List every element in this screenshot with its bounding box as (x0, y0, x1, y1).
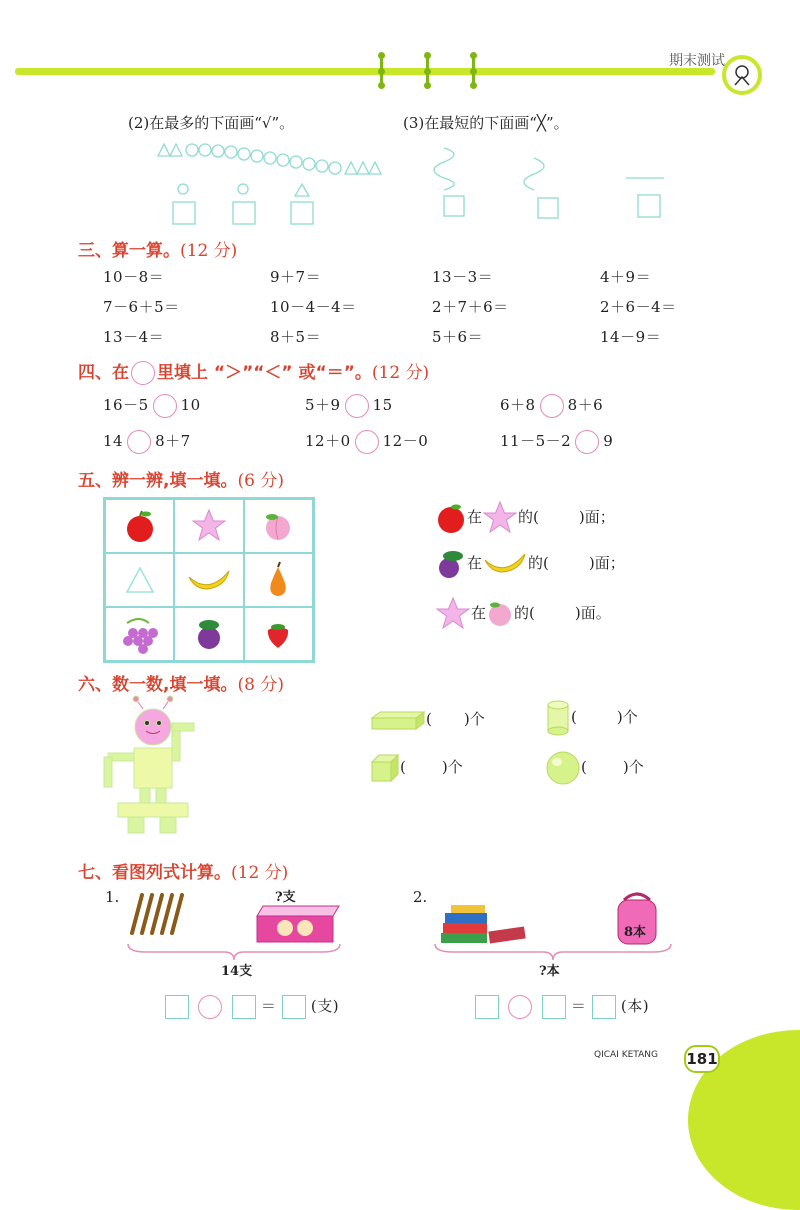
equation: 13－4＝ (103, 328, 165, 346)
section-5-title: 五、辨一辨,填一填。(6 分) (78, 471, 284, 491)
operator-circle[interactable] (508, 995, 532, 1019)
operator-circle[interactable] (198, 995, 222, 1019)
answer-circle[interactable] (345, 394, 369, 418)
equation: 10－8＝ (103, 268, 165, 286)
compare-item: 16－5 10 (103, 394, 201, 418)
grapes-icon (105, 607, 174, 661)
equation: 8＋5＝ (270, 328, 322, 346)
equation: 13－3＝ (432, 268, 494, 286)
count-cube: ( )个 (370, 753, 463, 783)
cube-icon (370, 753, 400, 783)
compare-item: 11－5－2 9 (500, 430, 613, 454)
strawberry-icon (244, 607, 313, 661)
brace-14 (126, 942, 342, 962)
books-figure (437, 905, 527, 947)
binder-pin (470, 52, 476, 88)
section-7-title: 七、看图列式计算。(12 分) (78, 863, 289, 883)
pear-icon (244, 553, 313, 607)
section-3-title: 三、算一算。(12 分) (78, 241, 238, 261)
section-4-title: 四、在 里填上 “＞”“＜” 或“＝”。(12 分) (78, 363, 430, 383)
answer-box[interactable] (475, 995, 499, 1019)
answer-box[interactable] (592, 995, 616, 1019)
footer-brand: QICAI KETANG (594, 1050, 658, 1060)
problem-1-top-label: ?支 (275, 890, 296, 905)
equation: 10－4－4＝ (270, 298, 357, 316)
compare-item: 14 8＋7 (103, 430, 191, 454)
equation: 14－9＝ (600, 328, 662, 346)
equation: 9＋7＝ (270, 268, 322, 286)
pencil-case-figure (255, 902, 341, 944)
count-sphere: ( )个 (545, 750, 644, 786)
problem-2-number: 2. (413, 888, 428, 906)
count-cuboid: ( )个 (370, 708, 485, 730)
brace-total (433, 942, 673, 962)
answer-circle[interactable] (540, 394, 564, 418)
cylinder-icon (545, 700, 571, 736)
equation: 2＋7＋6＝ (432, 298, 509, 316)
answer-circle[interactable] (127, 430, 151, 454)
plum-icon (435, 548, 467, 580)
position-sentence-2: 在 的( )面； (435, 548, 625, 580)
binder-pin (424, 52, 430, 88)
equation: 4＋9＝ (600, 268, 652, 286)
sphere-icon (545, 750, 581, 786)
star-icon (435, 596, 471, 632)
answer-circle[interactable] (575, 430, 599, 454)
bead-strings-figure (150, 138, 390, 228)
answer-box[interactable] (542, 995, 566, 1019)
banana-icon (174, 553, 243, 607)
compare-item: 5＋9 15 (305, 394, 393, 418)
answer-circle[interactable] (355, 430, 379, 454)
shape-robot-figure (98, 695, 208, 845)
answer-circle[interactable] (153, 394, 177, 418)
triangle-icon (105, 553, 174, 607)
peach-icon (244, 499, 313, 553)
star-icon (482, 500, 518, 536)
problem-2-top-label: 8本 (624, 925, 647, 940)
plum-icon (174, 607, 243, 661)
peach-icon (486, 600, 514, 628)
compare-item: 12＋0 12－0 (305, 430, 428, 454)
banana-icon (482, 550, 528, 578)
problem-1-bottom-label: 14支 (221, 964, 253, 979)
pencils-figure (128, 893, 184, 939)
page-number: 181 (684, 1045, 720, 1073)
binder-pin (378, 52, 384, 88)
apple-icon (435, 502, 467, 534)
section-6-title: 六、数一数,填一填。(8 分) (78, 675, 284, 695)
q3-label: (3)在最短的下面画“╳”。 (403, 114, 569, 132)
problem-2-answer-row: ＝ (本) (475, 995, 649, 1019)
answer-box[interactable] (282, 995, 306, 1019)
header-label: 期末测试 (669, 53, 725, 69)
position-sentence-3: 在 的( )面。 (435, 596, 611, 632)
problem-1-answer-row: ＝ (支) (165, 995, 339, 1019)
star-icon (174, 499, 243, 553)
answer-box[interactable] (165, 995, 189, 1019)
cuboid-icon (370, 710, 426, 730)
apple-icon (105, 499, 174, 553)
answer-box[interactable] (232, 995, 256, 1019)
count-cylinder: ( )个 (545, 700, 638, 736)
problem-2-bottom-label: ?本 (539, 964, 560, 979)
equation: 5＋6＝ (432, 328, 484, 346)
equation: 7－6＋5＝ (103, 298, 180, 316)
q2-label: (2)在最多的下面画“√”。 (128, 114, 295, 132)
position-grid (103, 497, 315, 663)
mascot-icon (722, 55, 762, 95)
problem-1-number: 1. (105, 888, 120, 906)
compare-item: 6＋8 8＋6 (500, 394, 603, 418)
wavy-lines-figure (430, 140, 670, 225)
equation: 2＋6－4＝ (600, 298, 677, 316)
header-bar (15, 68, 715, 75)
position-sentence-1: 在 的( )面； (435, 500, 615, 536)
